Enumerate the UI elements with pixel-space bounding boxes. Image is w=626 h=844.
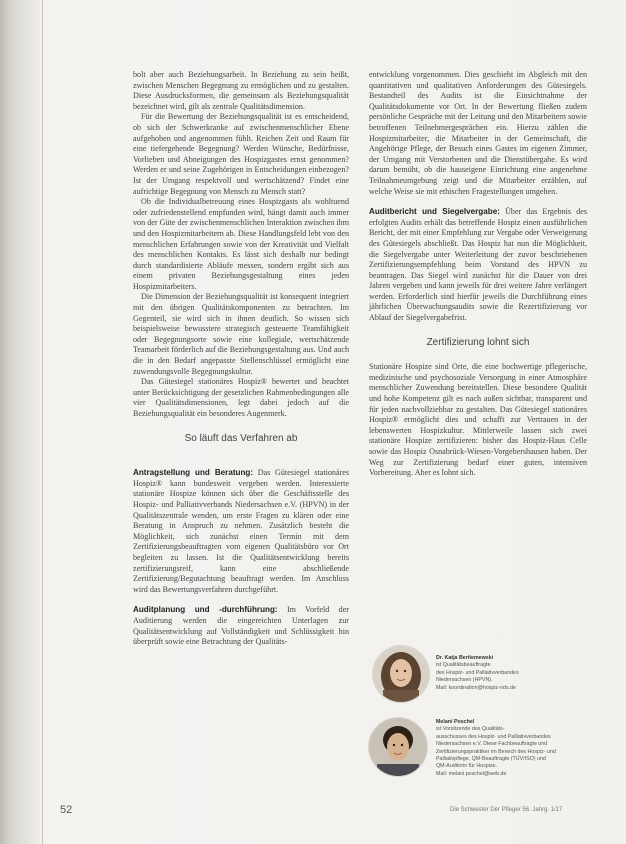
author-bio-line[interactable]: Mail: melani.poschel@web.de bbox=[436, 770, 507, 777]
paragraph-text: Im Vorfeld der Auditierung werden die eingereichten Unterlagen zur Qualitätsentwicklung auf Vollständigkeit und Schlüssigkeit hin überprüft sowie eine Betrachtung der Qualitäts- bbox=[133, 605, 349, 647]
section-heading: Zertifizierung lohnt sich bbox=[426, 336, 530, 348]
page-number: 52 bbox=[60, 804, 73, 816]
paragraph: bolt aber auch Beziehungsarbeit. In Beziehung zu sein heißt, zwischen Menschen Begegnung zu ermöglichen und zu gestalten. Diese Ausdrucksformen, die gemeinsam als Beziehungsqualität bezeichnet wird, gilt als zentrale Qualitätsdimension. bbox=[133, 70, 349, 111]
author-bio-line: ist Vorsitzende des Qualitäts- bbox=[436, 726, 505, 733]
paragraph: Stationäre Hospize sind Orte, die eine hochwertige pflegerische, medizinische und psychosoziale Versorgung in einer Atmosphäre menschlicher Zuwendung bereitstellen. Diese besondere Qualität und hohe Kompetenz gilt es nach außen sichtbar, transparent und für jeden nachvollziehbar zu gestalten. Das Gütesiegel stationäres Hospiz® ermöglicht dies und schafft zur Vertrauen in der lebenswerten Hospizkultur. Mittlerweile lassen sich zwei stationäre Hospize zertifizieren: bisher das Hospiz-Haus Celle sowie das Hospiz Osnabrück-Wiesen-Vorgebershausen haben. Der Weg zur Zertifizierung bedarf einer guten, intensiven Vorbereitung. Aber es lohnt sich. bbox=[369, 362, 587, 478]
author-bio-line: Niedersachsen (HPVN). bbox=[436, 677, 493, 684]
paragraph: Ob die Individualbetreuung eines Hospizgasts als wohltuend oder zufriedenstellend empfunden wird, hängt damit auch immer von der Güte der zwischenmenschlichen Interaktion zwischen ihm und den Hospizmitarbeitern ab. Diese Handlungsfeld lebt von den menschlichen Erfahrungen sowie von der Kreativität und Vielfalt des menschlichen Kontakts. Es lässt sich deshalb nur bedingt durch standardisierte Abläufe messen, sondern ergibt sich aus einem privaten Beziehungsgestaltung eines jeden Hospizmitarbeiters. bbox=[133, 197, 349, 291]
page-fold-line bbox=[42, 0, 43, 844]
footer-publication: Die Schwester Der Pfleger 56. Jahrg. 1/17 bbox=[450, 807, 563, 813]
paragraph: Die Dimension der Beziehungsqualität ist konsequent integriert mit den übrigen Qualitätskomponenten zu betrachten. Im Gegenteil, sie wird sich in ihnen deutlich. So wissen sich beispielsweise bewusstere strategisch gesteuerte Teamfähigkeit oder Begegnungsorte sowie eine kollegiale, wertschätzende Teamarbeit förderlich auf die Beziehungsgestaltung aus. Und auch die in den Bedarf angepasste Stellenschlüssel ermöglicht eine zuwendungsvolle Begegnungskultur. bbox=[133, 292, 349, 376]
paragraph-lead-in: Auditbericht und Siegelvergabe: bbox=[369, 207, 500, 217]
author-bio-line[interactable]: Mail: koordination@hospiz-nds.de bbox=[436, 684, 516, 691]
paragraph bbox=[133, 468, 349, 595]
paragraph-text: Über das Ergebnis des erfolgten Audits erhält das betreffende Hospiz einen ausführlichen Bericht, der mit einer Empfehlung zur Vergabe oder Verweigerung des Gütesiegels abschließt. Das Hospiz hat nun die Möglichkeit, die Siegelvergabe unter Weiterleitung der zuvor beschriebenen Zertifizierungsempfehlung beim Vorstand des HPVN zu beantragen. Das Siegel wird zunächst für die Dauer von drei Jahren vergeben und kann jeweils für drei weitere Jahre verlängert werden. Erforderlich sind hierfür jeweils die Durchführung eines jährlichen Überwachungsaudits sowie die Rezertifizierung vor Ablauf der Siegelvergabefrist. bbox=[369, 207, 587, 323]
paragraph-lead-in: Antragstellung und Beratung: bbox=[133, 468, 254, 478]
author-photo-2 bbox=[368, 717, 428, 777]
author-bio-line: QM-Auditorin für Hospize. bbox=[436, 763, 497, 770]
author-name: Melani Poschel bbox=[436, 719, 475, 725]
section-heading: So läuft das Verfahren ab bbox=[184, 432, 298, 444]
paragraph-text: Das Gütesiegel stationäres Hospiz® kann bundesweit vergeben werden. Interessierte stationäre Hospize können sich über die Geschäftsstelle des Hospiz- und Palliativverbands Niedersachsen e.V. (HPVN) in der Qualitätszentrale wenden, um erste Fragen zu klären oder eine Beratung in Anspruch zu nehmen. Zusätzlich besteht die Möglichkeit, sich zunächst einen Termin mit dem Zertifizierungsbeauftragten vom eigenen Qualitätsbüro vor Ort begleiten zu lassen. Ist die Qualitätsentwicklung bereits zertifizierungsreif, kann eine abschließende Zertifizierung/Begutachtung beauftragt werden. Im Anschluss wird das Bewertungsverfahren durchgeführt. bbox=[133, 468, 349, 594]
author-name: Dr. Katja Bertlemewski bbox=[436, 655, 494, 661]
left-text-column bbox=[133, 70, 349, 648]
paragraph bbox=[133, 605, 349, 647]
author-bio-line: Palliativpflege, QM-Beauftragte (TÜV/ISO) und bbox=[436, 756, 546, 763]
paragraph: Für die Bewertung der Beziehungsqualität ist es entscheidend, ob sich der Schwerkranke auf zwischenmenschlicher Ebene aufgehoben und angenommen fühlt. Reichen Zeit und Raum für eine tiefergehende Begegnung? Werden Wünsche, Bedürfnisse, Vorlieben und Abneigungen des Hospizgastes ernst genommen? Werden er und seine Zugehörigen in Entscheidungen einbezogen? Ist der Umgang respektvoll und wertschätzend? Findet eine aufrichtige Begegnung von Mensch zu Mensch statt? bbox=[133, 112, 349, 196]
author-bio-1 bbox=[436, 655, 576, 692]
page-gutter-shadow bbox=[0, 0, 40, 844]
right-text-column bbox=[369, 70, 587, 479]
author-photo-1 bbox=[372, 645, 430, 703]
paragraph: Das Gütesiegel stationäres Hospiz® bewertet und beachtet unter Berücksichtigung der gesetzlichen Rahmenbedingungen alle vier Qualitätsdimensionen, legt dabei jedoch auf die Beziehungsqualität ein besonderes Augenmerk. bbox=[133, 377, 349, 418]
paragraph bbox=[369, 207, 587, 324]
author-bio-2 bbox=[436, 719, 576, 778]
author-bio-line: Niedersachsen e.V. Diese Fachbeauftragte und bbox=[436, 741, 548, 748]
author-bio-line: des Hospiz- und Palliativverbandes bbox=[436, 669, 519, 676]
author-bio-line: Zertifizierungspraktiker im Bereich des Hospiz- und bbox=[436, 748, 556, 755]
paragraph: entwicklung vorgenommen. Dies geschieht im Abgleich mit den quantitativen und qualitativen Anforderungen des Gütesiegels. Bestandteil des Audits ist die Einsichtnahme der Qualitätsdokumente vor Ort. In der Bewertung fließen zudem persönliche Gespräche mit der Leitung und den Mitarbeitern sowie betroffenen Teilnehmergesprächen ein. Hierzu zählen die Hospizmitarbeiter, die Mitarbeiter in der Gemeinschaft, die Angehörige Pflege, der Besuch eines Gastes im eigenen Zimmer, der Umgang mit Verstorbenen und die Dienstübergabe. Es wird darum bemüht, ob die hauseigene Einrichtung eine angenehme Teilnahmeumgebung zeigt und die Mitarbeiter erzählen, auf welche Weise sie mit ethischen Fragestellungen umgehen. bbox=[369, 70, 587, 196]
author-bio-line: ausschusses des Hospiz- und Palliativverbandes bbox=[436, 733, 551, 740]
author-bio-line: ist Qualitätsbeauftragte bbox=[436, 662, 491, 669]
paragraph-lead-in: Auditplanung und -durchführung: bbox=[133, 605, 278, 615]
